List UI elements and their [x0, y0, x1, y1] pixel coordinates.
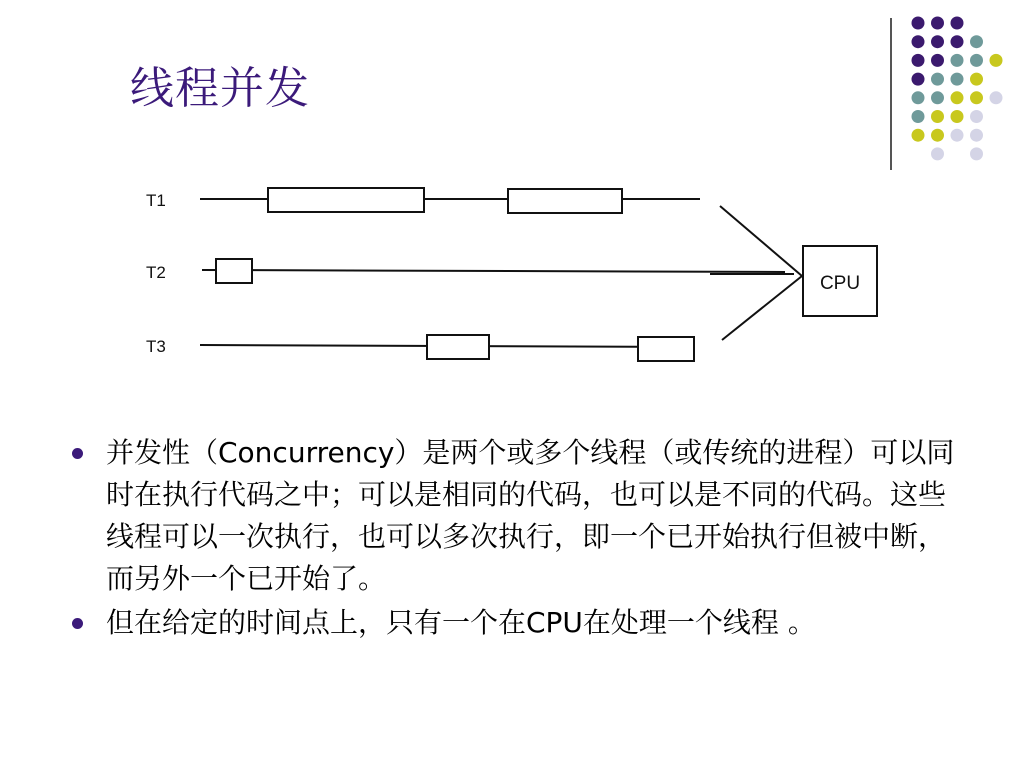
- decorative-dot: [912, 91, 925, 104]
- bullet-item: [68, 432, 968, 600]
- bullet-dot-icon: [72, 618, 83, 629]
- decorative-dot: [990, 91, 1003, 104]
- decorative-dot: [970, 147, 983, 160]
- decorative-dot: [931, 91, 944, 104]
- t2-exec-block: [216, 259, 252, 283]
- decorative-dot: [912, 129, 925, 142]
- decorative-dot: [931, 147, 944, 160]
- decorative-dot: [970, 54, 983, 67]
- decorative-dot: [970, 110, 983, 123]
- t3-to-cpu-line: [722, 276, 802, 340]
- thread-label-t3: T3: [146, 337, 166, 356]
- decorative-dot: [912, 73, 925, 86]
- bullet-item: [68, 602, 968, 644]
- decorative-dot: [990, 54, 1003, 67]
- slide-title: 线程并发: [130, 63, 310, 114]
- decorative-dot: [970, 35, 983, 48]
- decorative-dot: [951, 91, 964, 104]
- decorative-dot: [951, 35, 964, 48]
- decorative-dot: [970, 73, 983, 86]
- cpu-label: CPU: [819, 273, 861, 294]
- decorative-dot: [912, 110, 925, 123]
- decorative-dot: [912, 54, 925, 67]
- decorative-dot: [912, 35, 925, 48]
- decorative-dot: [931, 129, 944, 142]
- decorative-dot: [931, 110, 944, 123]
- bullet-text: 并发性（Concurrency）是两个或多个线程（或传统的进程）可以同时在执行代码之中；可以是相同的代码，也可以是不同的代码。这些线程可以一次执行，也可以多次执行，即一个已开始执行但被中断，而另外一个已开始了。: [106, 436, 955, 595]
- decorative-dot: [951, 110, 964, 123]
- decorative-dot: [970, 91, 983, 104]
- thread-label-t2: T2: [146, 263, 166, 282]
- bullet-text: 但在给定的时间点上，只有一个在CPU在处理一个线程 。: [106, 606, 816, 639]
- decorative-dot: [970, 129, 983, 142]
- t1-exec-block-1: [268, 188, 424, 212]
- decorative-dot: [951, 73, 964, 86]
- bullet-dot-icon: [72, 448, 83, 459]
- decorative-dot: [951, 17, 964, 30]
- t3-exec-block-2: [638, 337, 694, 361]
- decorative-dot: [931, 54, 944, 67]
- decorative-dot: [912, 17, 925, 30]
- decorative-dot: [951, 54, 964, 67]
- t1-exec-block-2: [508, 189, 622, 213]
- decorative-dot: [931, 17, 944, 30]
- decorative-dot-grid: [0, 0, 1024, 180]
- thread-label-t1: T1: [146, 191, 166, 210]
- decorative-dot: [951, 129, 964, 142]
- decorative-dot: [931, 35, 944, 48]
- t1-to-cpu-line: [720, 206, 802, 276]
- decorative-dot: [931, 73, 944, 86]
- thread-cpu-diagram: [130, 170, 890, 370]
- t3-exec-block-1: [427, 335, 489, 359]
- thread-line-t2: [202, 270, 785, 272]
- bullet-list: [68, 432, 968, 646]
